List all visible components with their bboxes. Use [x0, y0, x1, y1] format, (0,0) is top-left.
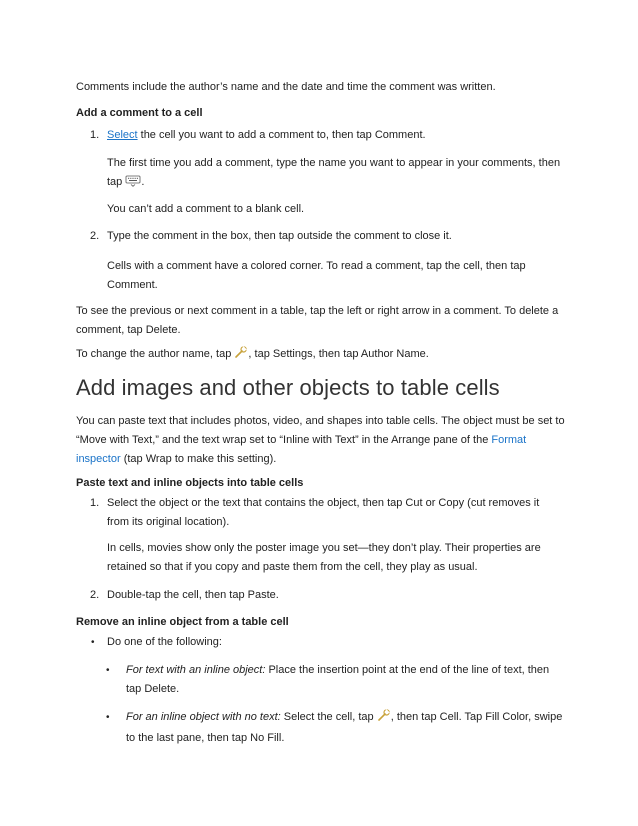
- format-inspector-link[interactable]: Format: [491, 434, 527, 446]
- wrench-icon: [234, 345, 248, 366]
- prev-next-paragraph: To see the previous or next comment in a table, tap the left or right arrow in a comment. To delete a comment, tap Delete.: [76, 305, 559, 336]
- heading-remove-inline: Remove an inline object from a table cell: [76, 616, 289, 628]
- keyboard-icon: [125, 175, 141, 194]
- format-inspector-link-2[interactable]: inspector: [76, 453, 121, 465]
- author-paragraph: To change the author name, tap , tap Settings, then tap Author Name.: [76, 345, 576, 366]
- bullet: •: [91, 637, 95, 648]
- note-line: You can’t add a comment to a blank cell.: [107, 203, 305, 215]
- step-number: 2.: [90, 230, 100, 242]
- intro-text: Comments include the author’s name and the date and time the comment was written.: [76, 81, 496, 93]
- note-line: Cells with a comment have a colored corner. To read a comment, tap the cell, then tap: [107, 260, 526, 272]
- note-line-end: .: [141, 176, 145, 188]
- select-link[interactable]: Select: [107, 129, 138, 141]
- step-text: Type the comment in the box, then tap outside the comment to close it.: [107, 230, 452, 242]
- heading-paste-inline: Paste text and inline objects into table cells: [76, 477, 304, 489]
- step-number: 1.: [90, 497, 100, 509]
- section-title: Add images and other objects to table cells: [76, 375, 500, 400]
- wrench-icon: [377, 708, 391, 729]
- note-line: The first time you add a comment, type the name you want to appear in your comments, then: [107, 157, 561, 169]
- bullet: •: [106, 665, 110, 676]
- paste-paragraph: You can paste text that includes photos, video, and shapes into table cells. The object must be set to “Move with Text,” and the text wrap set to “Inline with Text” in the Arrange pane of the Format inspector (tap Wrap to make this setting).: [76, 415, 565, 465]
- bullet: •: [106, 712, 110, 723]
- step-number: 2.: [90, 589, 100, 601]
- heading-add-comment: Add a comment to a cell: [76, 107, 203, 119]
- note-line: Comment.: [107, 279, 158, 291]
- note-line: tap: [107, 176, 123, 188]
- step-number: 1.: [90, 129, 100, 141]
- step-text: the cell you want to add a comment to, then tap Comment.: [137, 129, 426, 141]
